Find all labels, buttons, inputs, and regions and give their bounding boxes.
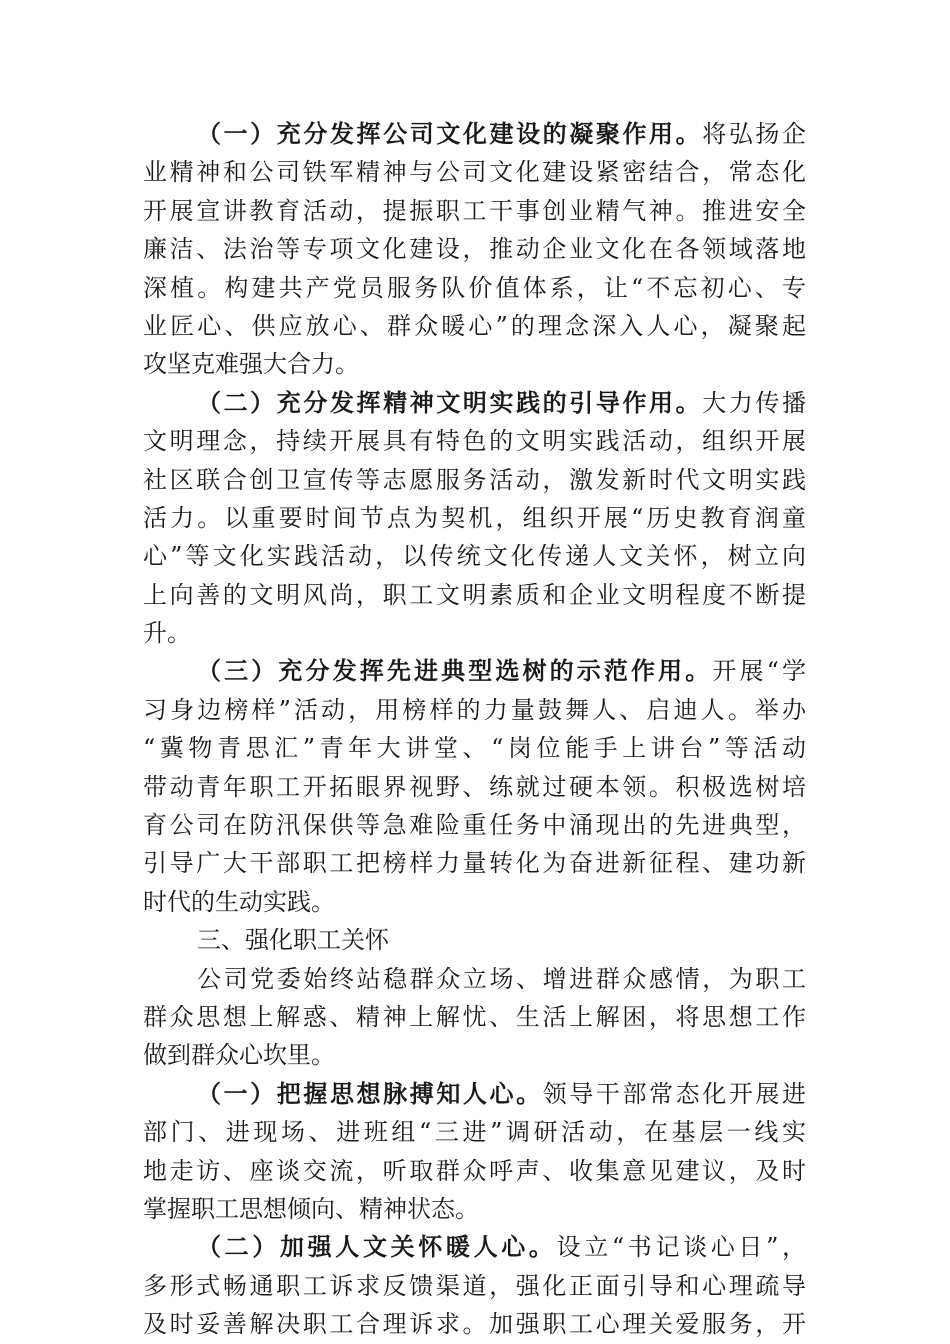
paragraph-line: 带动青年职工开拓眼界视野、练就过硬本领。积极选树培 — [143, 772, 806, 801]
paragraph-humanistic-care — [143, 1228, 806, 1343]
paragraph-first-line — [143, 384, 806, 422]
paragraph-line: 育公司在防汛保供等急难险重任务中涌现出的先进典型， — [143, 811, 806, 840]
paragraph-first-line — [143, 1075, 806, 1113]
paragraph-line: 攻坚克难强大合力。 — [143, 350, 359, 379]
document-page — [143, 115, 806, 1344]
paragraph-line: 业匠心、供应放心、群众暖心”的理念深入人心，凝聚起 — [143, 311, 806, 340]
paragraph-line: 活力。以重要时间节点为契机，组织开展“历史教育润童 — [143, 503, 806, 532]
paragraph-text: 大力传播 — [702, 388, 807, 417]
paragraph-first-line — [143, 1228, 806, 1266]
paragraph-line: 业精神和公司铁军精神与公司文化建设紧密结合，常态化 — [143, 158, 806, 187]
paragraph-text: 领导干部常态化开展进 — [542, 1079, 807, 1108]
paragraph-line: 做到群众心坎里。 — [143, 1041, 335, 1070]
paragraph-line: 部门、进现场、进班组“三进”调研活动，在基层一线实 — [143, 1118, 806, 1147]
paragraph-first-line: 公司党委始终站稳群众立场、增进群众感情，为职工 — [197, 964, 806, 993]
paragraph-line: 廉洁、法治等专项文化建设，推动企业文化在各领域落地 — [143, 235, 806, 264]
paragraph-line: 及时妥善解决职工合理诉求。加强职工心理关爱服务，开 — [143, 1310, 806, 1339]
paragraph-line: 升。 — [143, 619, 191, 648]
paragraph-role-models — [143, 652, 806, 921]
paragraph-line: 心”等文化实践活动，以传统文化传递人文关怀，树立向 — [143, 542, 806, 571]
paragraph-lead: （三）充分发挥先进典型选树的示范作用。 — [197, 656, 713, 686]
paragraph-line: 社区联合创卫宣传等志愿服务活动，激发新时代文明实践 — [143, 465, 806, 494]
paragraph-line: 地走访、座谈交流，听取群众呼声、收集意见建议，及时 — [143, 1156, 806, 1185]
paragraph-understand-thoughts — [143, 1075, 806, 1229]
paragraph-line: 习身边榜样”活动，用榜样的力量鼓舞人、启迪人。举办 — [143, 695, 806, 724]
paragraph-line: 掌握职工思想倾向、精神状态。 — [143, 1194, 479, 1223]
paragraph-text: 设立“书记谈心日”， — [556, 1233, 806, 1262]
paragraph-first-line — [143, 115, 806, 153]
section-heading: 三、强化职工关怀 — [197, 926, 389, 955]
paragraph-first-line — [143, 652, 806, 690]
paragraph-line: 引导广大干部职工把榜样力量转化为奋进新征程、建功新 — [143, 849, 806, 878]
paragraph-line: 群众思想上解惑、精神上解忧、生活上解困，将思想工作 — [143, 1002, 806, 1031]
section-intro — [143, 960, 806, 1075]
paragraph-line: “冀物青思汇”青年大讲堂、“岗位能手上讲台”等活动 — [143, 734, 806, 763]
paragraph-line: 时代的生动实践。 — [143, 887, 335, 916]
paragraph-text: 开展“学 — [712, 657, 806, 686]
paragraph-lead: （一）把握思想脉搏知人心。 — [197, 1078, 543, 1108]
paragraph-line: 开展宣讲教育活动，提振职工干事创业精气神。推进安全 — [143, 196, 806, 225]
paragraph-line: 深植。构建共产党员服务队价值体系，让“不忘初心、专 — [143, 273, 806, 302]
paragraph-civilization-practice — [143, 384, 806, 653]
paragraph-line: 多形式畅通职工诉求反馈渠道，强化正面引导和心理疏导 — [143, 1271, 806, 1300]
paragraph-culture-building — [143, 115, 806, 384]
paragraph-line: 文明理念，持续开展具有特色的文明实践活动，组织开展 — [143, 427, 806, 456]
paragraph-line: 上向善的文明风尚，职工文明素质和企业文明程度不断提 — [143, 580, 806, 609]
paragraph-lead: （二）加强人文关怀暖人心。 — [197, 1232, 557, 1262]
paragraph-lead: （一）充分发挥公司文化建设的凝聚作用。 — [197, 119, 703, 148]
paragraph-lead: （二）充分发挥精神文明实践的引导作用。 — [197, 387, 703, 417]
paragraph-text: 将弘扬企 — [702, 120, 807, 148]
